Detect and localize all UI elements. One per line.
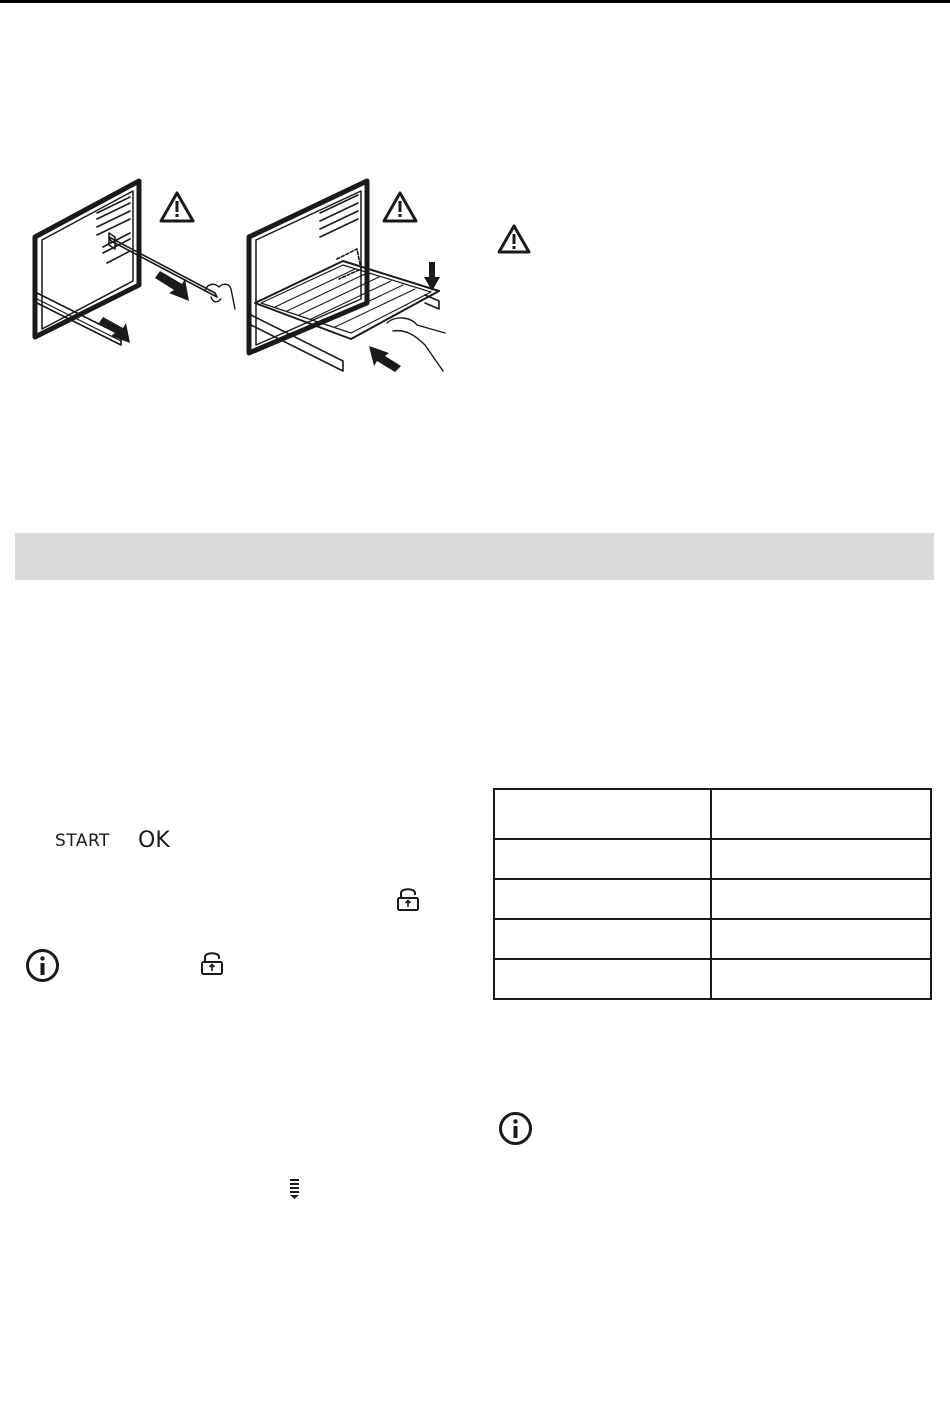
shelf-illustration: [25, 175, 450, 375]
section-header-band: [15, 533, 934, 580]
settings-table: [493, 788, 932, 1000]
padlock-open-icon: [396, 886, 420, 912]
arrow-in: [369, 346, 401, 372]
table-cell: [711, 839, 931, 879]
table-row: [494, 919, 931, 959]
oven-right: [249, 181, 445, 371]
warning-icon-right: [384, 193, 416, 221]
table-row: [494, 959, 931, 999]
table-header-row: [494, 789, 931, 839]
table-header-cell: [494, 789, 711, 839]
info-icon: [25, 948, 60, 983]
table-cell: [494, 839, 711, 879]
arrow-out-upper: [155, 271, 189, 301]
warning-icon: [497, 224, 531, 254]
level-down-icon: [288, 1178, 302, 1200]
table-row: [494, 879, 931, 919]
table-cell: [711, 879, 931, 919]
table-cell: [711, 919, 931, 959]
ok-button-label: OK: [138, 828, 170, 853]
table-cell: [494, 919, 711, 959]
arrow-out-lower: [99, 317, 130, 343]
start-button-label: START: [55, 831, 110, 851]
table-cell: [711, 959, 931, 999]
table-row: [494, 839, 931, 879]
table-header-cell: [711, 789, 931, 839]
warning-icon-left: [161, 193, 193, 221]
top-rule: [0, 0, 950, 3]
oven-left: [35, 181, 235, 345]
table-cell: [494, 879, 711, 919]
padlock-open-icon: [200, 950, 224, 976]
info-icon: [498, 1111, 533, 1146]
table-cell: [494, 959, 711, 999]
